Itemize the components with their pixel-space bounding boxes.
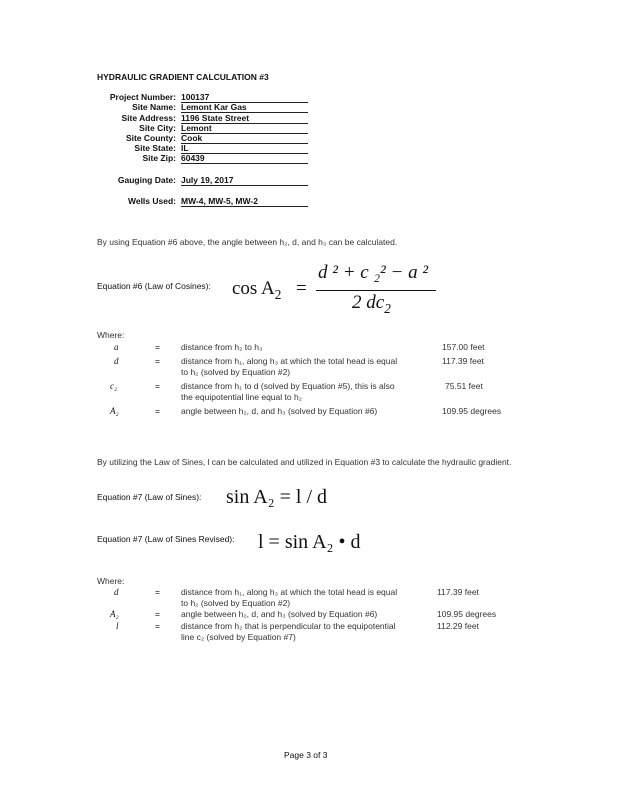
where1-equals-c2: = xyxy=(155,381,160,391)
equation-6-label: Equation #6 (Law of Cosines): xyxy=(97,281,211,291)
where2-equals-d: = xyxy=(155,587,160,597)
site-zip-label: Site Zip: xyxy=(142,153,176,163)
site-county-value: Cook xyxy=(181,133,308,144)
equation-7-revised-label: Equation #7 (Law of Sines Revised): xyxy=(97,534,235,544)
where1-symbol-c2: c₂ xyxy=(110,381,118,391)
where1-desc2-d: to h₂ (solved by Equation #2) xyxy=(181,367,291,377)
where2-value-l: 112.29 feet xyxy=(437,621,479,631)
where2-value-A2: 109.95 degrees xyxy=(437,609,497,619)
where1-symbol-a: a xyxy=(114,342,119,352)
where2-equals-A2: = xyxy=(155,609,160,619)
where1-value-c2: 75.51 feet xyxy=(445,381,483,391)
equation-7: sin A₂ = l / d xyxy=(226,486,328,508)
where1-symbol-d: d xyxy=(114,356,119,366)
gauging-date-label: Gauging Date: xyxy=(117,175,176,185)
site-county-label: Site County: xyxy=(125,133,176,143)
where2-equals-l: = xyxy=(155,621,160,631)
where1-equals-A2: = xyxy=(155,406,160,416)
where2-desc-l: distance from h₂ that is perpendicular to the equipotential xyxy=(181,621,396,631)
site-city-value: Lemont xyxy=(181,123,308,134)
where1-desc-A2: angle between h₂, d, and h₃ (solved by Equation #6) xyxy=(181,406,378,416)
site-name-value: Lemont Kar Gas xyxy=(181,102,308,113)
site-address-value: 1196 State Street xyxy=(181,113,308,124)
where1-desc-a: distance from h₂ to h₃ xyxy=(181,342,263,352)
where2-desc2-l: line c₂ (solved by Equation #7) xyxy=(181,632,296,642)
site-city-label: Site City: xyxy=(139,123,176,133)
where2-symbol-d: d xyxy=(114,587,119,597)
project-number-value: 100137 xyxy=(181,92,308,103)
equation-6-numerator: d ² + c ₂² − a ² xyxy=(318,262,429,283)
gauging-date-value: July 19, 2017 xyxy=(181,175,308,186)
where2-desc-d: distance from h₁, along h₃ at which the total head is equal xyxy=(181,587,398,597)
equation-7-revised: l = sin A₂ • d xyxy=(258,531,361,553)
project-number-label: Project Number: xyxy=(109,92,176,102)
intro-paragraph-1: By using Equation #6 above, the angle between h₂, d, and h₃ can be calculated. xyxy=(97,237,398,247)
where1-equals-d: = xyxy=(155,356,160,366)
equation-6-denominator: 2 $dc_2$ xyxy=(352,292,391,316)
page-footer: Page 3 of 3 xyxy=(284,750,328,760)
where2-symbol-l: l xyxy=(116,621,119,631)
where-label-2: Where: xyxy=(97,576,125,586)
page-heading: HYDRAULIC GRADIENT CALCULATION #3 xyxy=(97,72,269,82)
equation-6-fraction-bar xyxy=(316,290,436,291)
where2-desc2-d: to h₂ (solved by Equation #2) xyxy=(181,598,291,608)
where1-value-d: 117.39 feet xyxy=(442,356,484,366)
site-name-label: Site Name: xyxy=(132,102,176,112)
intro-paragraph-2: By utilizing the Law of Sines, l can be calculated and utilized in Equation #3 to calculate the hydraulic gradient. xyxy=(97,457,512,467)
where2-value-d: 117.39 feet xyxy=(437,587,479,597)
where1-desc2-c2: the equipotential line equal to h₂ xyxy=(181,392,302,402)
equation-6-equals: = xyxy=(296,278,307,299)
site-state-label: Site State: xyxy=(134,143,176,153)
site-address-label: Site Address: xyxy=(121,113,176,123)
where1-symbol-A2: A₂ xyxy=(110,406,119,416)
site-state-value: IL xyxy=(181,143,308,154)
equation-7-label: Equation #7 (Law of Sines): xyxy=(97,492,202,502)
where-label-1: Where: xyxy=(97,330,125,340)
equation-6-lhs: $\cos A_2$ xyxy=(232,278,282,302)
site-zip-value: 60439 xyxy=(181,153,308,164)
wells-used-value: MW-4, MW-5, MW-2 xyxy=(181,196,308,207)
where1-desc-c2: distance from h₁ to d (solved by Equation #5), this is also xyxy=(181,381,395,391)
where1-equals-a: = xyxy=(155,342,160,352)
where1-value-A2: 109.95 degrees xyxy=(442,406,502,416)
where1-value-a: 157.00 feet xyxy=(442,342,485,352)
where2-desc-A2: angle between h₂, d, and h₃ (solved by Equation #6) xyxy=(181,609,378,619)
where1-desc-d: distance from h₁, along h₃ at which the total head is equal xyxy=(181,356,398,366)
where2-symbol-A2: A₂ xyxy=(110,609,119,619)
wells-used-label: Wells Used: xyxy=(127,196,176,206)
